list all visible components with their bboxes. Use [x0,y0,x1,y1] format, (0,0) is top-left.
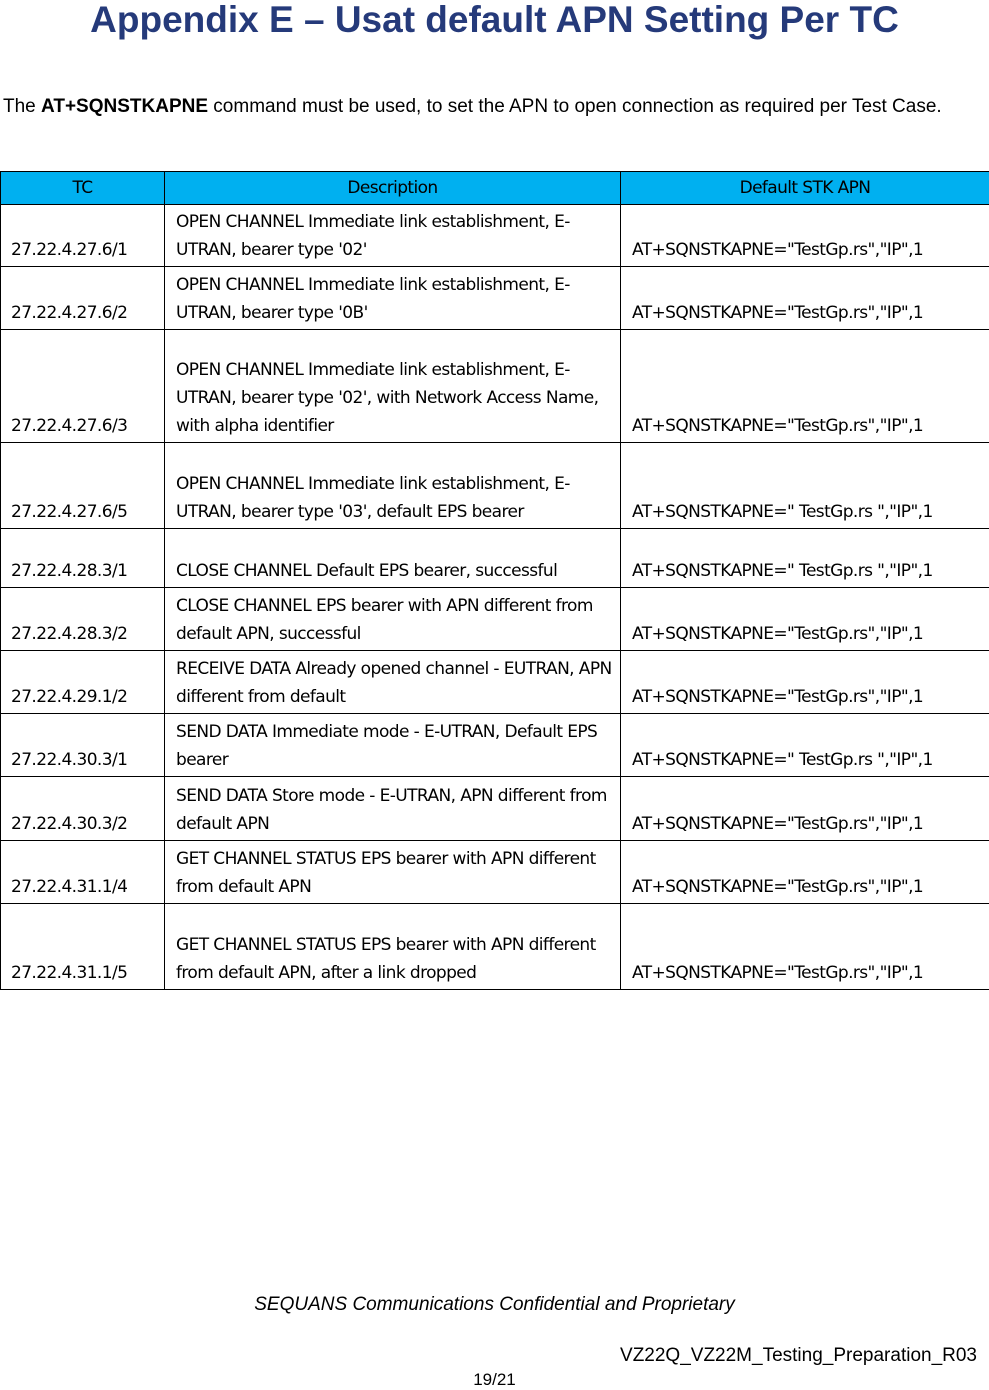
tc-cell: 27.22.4.30.3/1 [1,714,165,777]
table-row [1,777,989,841]
tc-cell: 27.22.4.31.1/5 [1,904,165,990]
table-row [1,904,989,990]
intro-command: AT+SQNSTKAPNE [41,96,208,117]
header-default-stk-apn: Default STK APN [621,172,989,205]
tc-cell: 27.22.4.28.3/1 [1,529,165,588]
apn-cell: AT+SQNSTKAPNE=" TestGp.rs ","IP",1 [621,443,989,529]
apn-cell: AT+SQNSTKAPNE="TestGp.rs","IP",1 [621,330,989,443]
apn-table [0,171,989,990]
apn-cell: AT+SQNSTKAPNE=" TestGp.rs ","IP",1 [621,714,989,777]
tc-cell: 27.22.4.27.6/1 [1,205,165,267]
apn-cell: AT+SQNSTKAPNE=" TestGp.rs ","IP",1 [621,529,989,588]
description-cell: GET CHANNEL STATUS EPS bearer with APN different from default APN, after a link dropped [165,904,621,990]
tc-cell: 27.22.4.27.6/3 [1,330,165,443]
table-row [1,205,989,267]
apn-cell: AT+SQNSTKAPNE="TestGp.rs","IP",1 [621,651,989,714]
table-row [1,267,989,330]
apn-cell: AT+SQNSTKAPNE="TestGp.rs","IP",1 [621,267,989,330]
tc-cell: 27.22.4.28.3/2 [1,588,165,651]
apn-cell: AT+SQNSTKAPNE="TestGp.rs","IP",1 [621,588,989,651]
header-tc: TC [1,172,165,205]
description-cell: OPEN CHANNEL Immediate link establishment, E-UTRAN, bearer type '0B' [165,267,621,330]
tc-cell: 27.22.4.31.1/4 [1,841,165,904]
description-cell: RECEIVE DATA Already opened channel - EUTRAN, APN different from default [165,651,621,714]
tc-cell: 27.22.4.27.6/2 [1,267,165,330]
table-row [1,651,989,714]
description-cell: SEND DATA Immediate mode - E-UTRAN, Default EPS bearer [165,714,621,777]
tc-cell: 27.22.4.27.6/5 [1,443,165,529]
table-row [1,330,989,443]
intro-paragraph [3,93,983,121]
table-row [1,529,989,588]
description-cell: OPEN CHANNEL Immediate link establishment, E-UTRAN, bearer type '03', default EPS bearer [165,443,621,529]
document-id: VZ22Q_VZ22M_Testing_Preparation_R03 [620,1345,977,1367]
intro-prefix: The [3,96,41,117]
description-cell: OPEN CHANNEL Immediate link establishment, E-UTRAN, bearer type '02' [165,205,621,267]
page-title: Appendix E – Usat default APN Setting Per TC [0,0,989,40]
table-row [1,443,989,529]
table-row [1,588,989,651]
apn-cell: AT+SQNSTKAPNE="TestGp.rs","IP",1 [621,777,989,841]
apn-cell: AT+SQNSTKAPNE="TestGp.rs","IP",1 [621,205,989,267]
table-row [1,714,989,777]
tc-cell: 27.22.4.30.3/2 [1,777,165,841]
description-cell: SEND DATA Store mode - E-UTRAN, APN different from default APN [165,777,621,841]
apn-cell: AT+SQNSTKAPNE="TestGp.rs","IP",1 [621,904,989,990]
apn-cell: AT+SQNSTKAPNE="TestGp.rs","IP",1 [621,841,989,904]
confidential-notice: SEQUANS Communications Confidential and Proprietary [0,1294,989,1316]
description-cell: GET CHANNEL STATUS EPS bearer with APN different from default APN [165,841,621,904]
page-number: 19/21 [0,1370,989,1390]
tc-cell: 27.22.4.29.1/2 [1,651,165,714]
header-description: Description [165,172,621,205]
description-cell: OPEN CHANNEL Immediate link establishment, E-UTRAN, bearer type '02', with Network Access Name, with alpha identifier [165,330,621,443]
table-header-row [1,172,989,205]
description-cell: CLOSE CHANNEL EPS bearer with APN different from default APN, successful [165,588,621,651]
table-row [1,841,989,904]
description-cell: CLOSE CHANNEL Default EPS bearer, successful [165,529,621,588]
intro-suffix: command must be used, to set the APN to open connection as required per Test Case. [208,96,942,117]
